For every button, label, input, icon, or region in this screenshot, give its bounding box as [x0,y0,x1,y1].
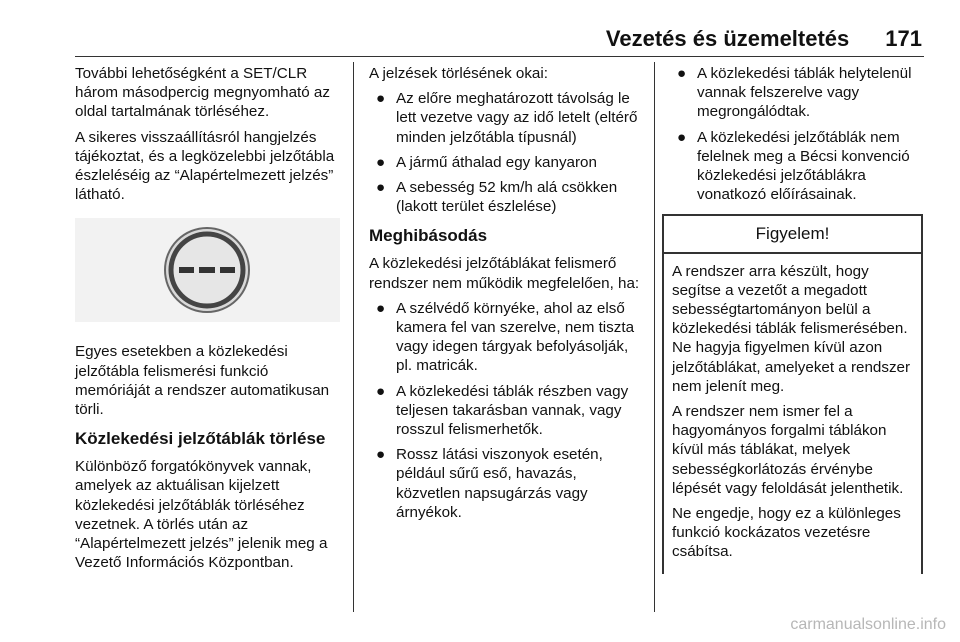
list-item: ● Rossz látási viszonyok esetén, például sűrű eső, havazás, közvetlen napsugárzás vagy árnyékok. [376,446,603,521]
page-header [0,26,922,56]
bullet-icon: ● [376,179,386,197]
paragraph: További lehetőségként a SET/CLR három másodpercig megnyomható az oldal tartalmának törléséhez. [75,65,330,121]
list-item: ● A sebesség 52 km/h alá csökken (lakott terület észlelése) [376,179,618,216]
reasons-list [369,89,641,216]
column-1 [75,64,345,578]
column-2 [369,64,641,528]
column-divider-1 [353,62,354,612]
default-sign-image [75,218,340,322]
warning-title: Figyelem! [664,214,921,253]
column-3 [670,64,922,574]
warning-paragraph: A rendszer nem ismer fel a hagyományos forgalmi táblákon kívül más táblákat, melyek sebességkorlátozás érvénybe lépését vagy feloldását jelenthetik. [672,403,904,497]
paragraph: Különböző forgatókönyvek vannak, amelyek az aktuálisan kijelzett közlekedési jelzőtáblák törléséhez vezetnek. A törlés után az “Alapértelmezett jelzés” jelenik meg a Vezető Információs Központban. [75,458,328,572]
warning-paragraph: A rendszer arra készült, hogy segítse a vezetőt a megadott sebességtartományon belül a közlekedési táblák felismerésében. Ne hagyja figyelmen kívül azon jelzőtáblákat, amelyeket a rendszer nem jelenít meg. [672,262,911,395]
warning-body [664,254,921,574]
bullet-icon: ● [677,65,687,82]
paragraph: A közlekedési jelzőtáblákat felismerő rendszer nem működik megfelelően, ha: [369,255,640,292]
bullet-icon: ● [376,153,386,171]
bullet-icon: ● [376,299,386,317]
section-title: Vezetés és üzemeltetés [605,26,850,51]
default-sign-icon [161,224,253,316]
paragraph: Egyes esetekben a közlekedési jelzőtábla felismerési funkció memóriáját a rendszer automatikusan törli. [75,343,330,419]
header-rule [75,56,924,57]
paragraph: A sikeres visszaállításról hangjelzés tájékoztat, és a legközelebbi jelzőtábla észleléséig az “Alapértelmezett jelzés” látható. [75,128,335,204]
list-item: ● A jármű áthalad egy kanyaron [376,153,597,171]
bullet-icon: ● [376,446,386,464]
column-divider-2 [654,62,655,612]
list-item: ● A szélvédő környéke, ahol az első kamera fel van szerelve, nem tiszta vagy idegen tárgyak befolyásolják, pl. matricák. [376,299,635,375]
faults-list [369,299,641,522]
list-item: ● A közlekedési jelzőtáblák nem felelnek meg a Bécsi konvenció közlekedési jelzőtáblákra vonatkozó előírásainak. [677,128,910,204]
page-number: 171 [885,26,922,51]
list-item: ● A közlekedési táblák helytelenül vannak felszerelve vagy megrongálódtak. [677,65,912,121]
heading-malfunction: Meghibásodás [369,226,488,246]
paragraph: A jelzések törlésének okai: [369,65,548,82]
list-item: ● A közlekedési táblák részben vagy teljesen takarásban vannak, vagy rosszul felismerhetők. [376,382,629,439]
bullet-icon: ● [376,382,386,400]
list-item: ● Az előre meghatározott távolság le lett vezetve vagy az idő letelt (eltérő minden jelzőtábla típusnál) [376,90,638,146]
warning-paragraph: Ne engedje, hogy ez a különleges funkció kockázatos vezetésre csábítsa. [672,505,901,561]
bullet-icon: ● [677,128,687,146]
faults-list-continued [670,64,922,204]
watermark-url: carmanualsonline.info [790,616,946,633]
bullet-icon: ● [376,90,386,108]
heading-clear-signs: Közlekedési jelzőtáblák törlése [75,429,326,449]
warning-box [662,214,923,573]
